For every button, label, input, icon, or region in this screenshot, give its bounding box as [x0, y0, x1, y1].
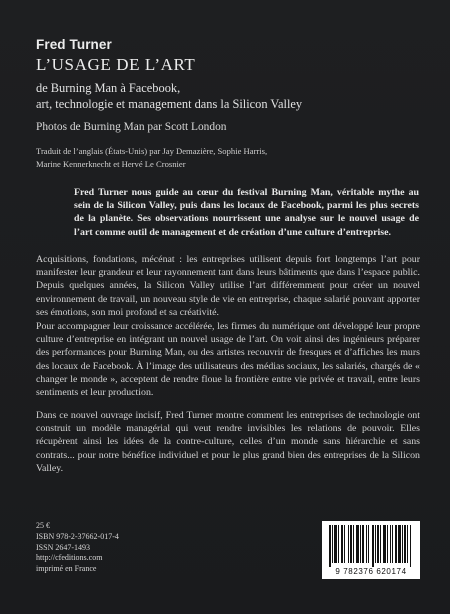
- translation-credit: [36, 145, 316, 171]
- barcode-bar: [350, 525, 352, 563]
- barcode-bar: [348, 525, 349, 563]
- barcode-bar: [398, 525, 401, 563]
- barcode-bar: [380, 525, 381, 563]
- issn: ISSN 2647-1493: [36, 542, 91, 552]
- barcode-bar: [368, 525, 369, 563]
- isbn: ISBN 978-2-37662-017-4: [36, 531, 119, 541]
- barcode-bar: [356, 525, 359, 563]
- barcode-bar: [360, 525, 361, 563]
- barcode-bar: [404, 525, 406, 563]
- subtitle-line: art, technologie et management dans la Silicon Valley: [36, 97, 303, 111]
- barcode-bar: [375, 525, 376, 563]
- barcode: [322, 521, 420, 579]
- barcode-bar: [341, 525, 343, 563]
- barcode-bar: [402, 525, 403, 563]
- barcode-bar: [366, 525, 367, 563]
- body-paragraph: Acquisitions, fondations, mécénat : les entreprises utilisent depuis fort longtemps l’art pour manifester leur grandeur et leur rayonnement tant dans leurs bâtiments que dans l’espace public. Depuis quelques années, la Silicon Valley utilise l’art différemment pour créer un nouvel environnement de travail, un nouveau style de vie en entreprise, chaque salarié pouvant apporter ses émotions, son moi profond et sa créativité.: [36, 254, 420, 318]
- barcode-bar: [372, 525, 374, 567]
- barcode-number: 9 782376 620174: [335, 567, 407, 576]
- translation-line: Traduit de l’anglais (États-Unis) par Jay Demazière, Sophie Harris,: [36, 146, 268, 156]
- barcode-bar: [395, 525, 397, 563]
- barcode-bar: [387, 525, 388, 563]
- barcode-bar: [344, 525, 345, 563]
- subtitle-line: de Burning Man à Facebook,: [36, 81, 181, 95]
- barcode-bar: [334, 525, 337, 563]
- colophon: [36, 521, 236, 575]
- barcode-bar: [329, 525, 331, 567]
- barcode-bar: [383, 525, 386, 563]
- price: 25 €: [36, 521, 50, 530]
- barcode-bar: [362, 525, 364, 563]
- intro-paragraph: Fred Turner nous guide au cœur du festival Burning Man, véritable mythe au sein de la Silicon Valley, puis dans les locaux de Facebook, parmi les plus secrets de la planète. Ses observations nourrissent une analyse sur le nouvel usage de l’art comme outil de management et de création d’une culture d’entreprise.: [74, 187, 419, 238]
- barcode-bar: [353, 525, 354, 563]
- barcode-bars: [329, 525, 413, 567]
- photo-credit: Photos de Burning Man par Scott London: [36, 121, 227, 133]
- book-title: L’USAGE DE L’ART: [36, 55, 196, 74]
- barcode-bar: [332, 525, 333, 563]
- barcode-bar: [392, 525, 393, 563]
- barcode-bar: [338, 525, 339, 563]
- book-subtitle: [36, 80, 436, 112]
- barcode-bar: [410, 525, 411, 567]
- printed-in: imprimé en France: [36, 564, 97, 574]
- body-paragraph: Pour accompagner leur croissance accélérée, les firmes du numérique ont développé leur propre culture d’entreprise en intégrant un nouvel usage de l’art. On voit ainsi des ingénieurs préparer des performances pour Burning Man, ou des artistes recouvrir de fresques et d’affiches les murs des locaux de Facebook. À l’image des utilisateurs des médias sociaux, les salariés, chargés de « changer le monde », acceptent de rendre floue la frontière entre vie privée et travail, entre leurs sentiments et leur production.: [36, 321, 420, 399]
- translation-line: Marine Kennerknecht et Hervé Le Crosnier: [36, 159, 186, 169]
- barcode-bar: [377, 525, 379, 563]
- publisher-url: http://cfeditions.com: [36, 553, 103, 563]
- body-paragraph: Dans ce nouvel ouvrage incisif, Fred Turner montre comment les entreprises de technologie ont construit un modèle managérial qui veut rendre invisibles les relations de pouvoir. Elles récupèrent ainsi les idées de la contre-culture, celles d’un monde sans hiérarchie et sans contrats... pour notre bénéfice individuel et pour le plus grand bien des entreprises de la Silicon Valley.: [36, 410, 420, 474]
- barcode-bar: [407, 525, 408, 563]
- barcode-bar: [390, 525, 391, 563]
- author-name: Fred Turner: [36, 37, 112, 52]
